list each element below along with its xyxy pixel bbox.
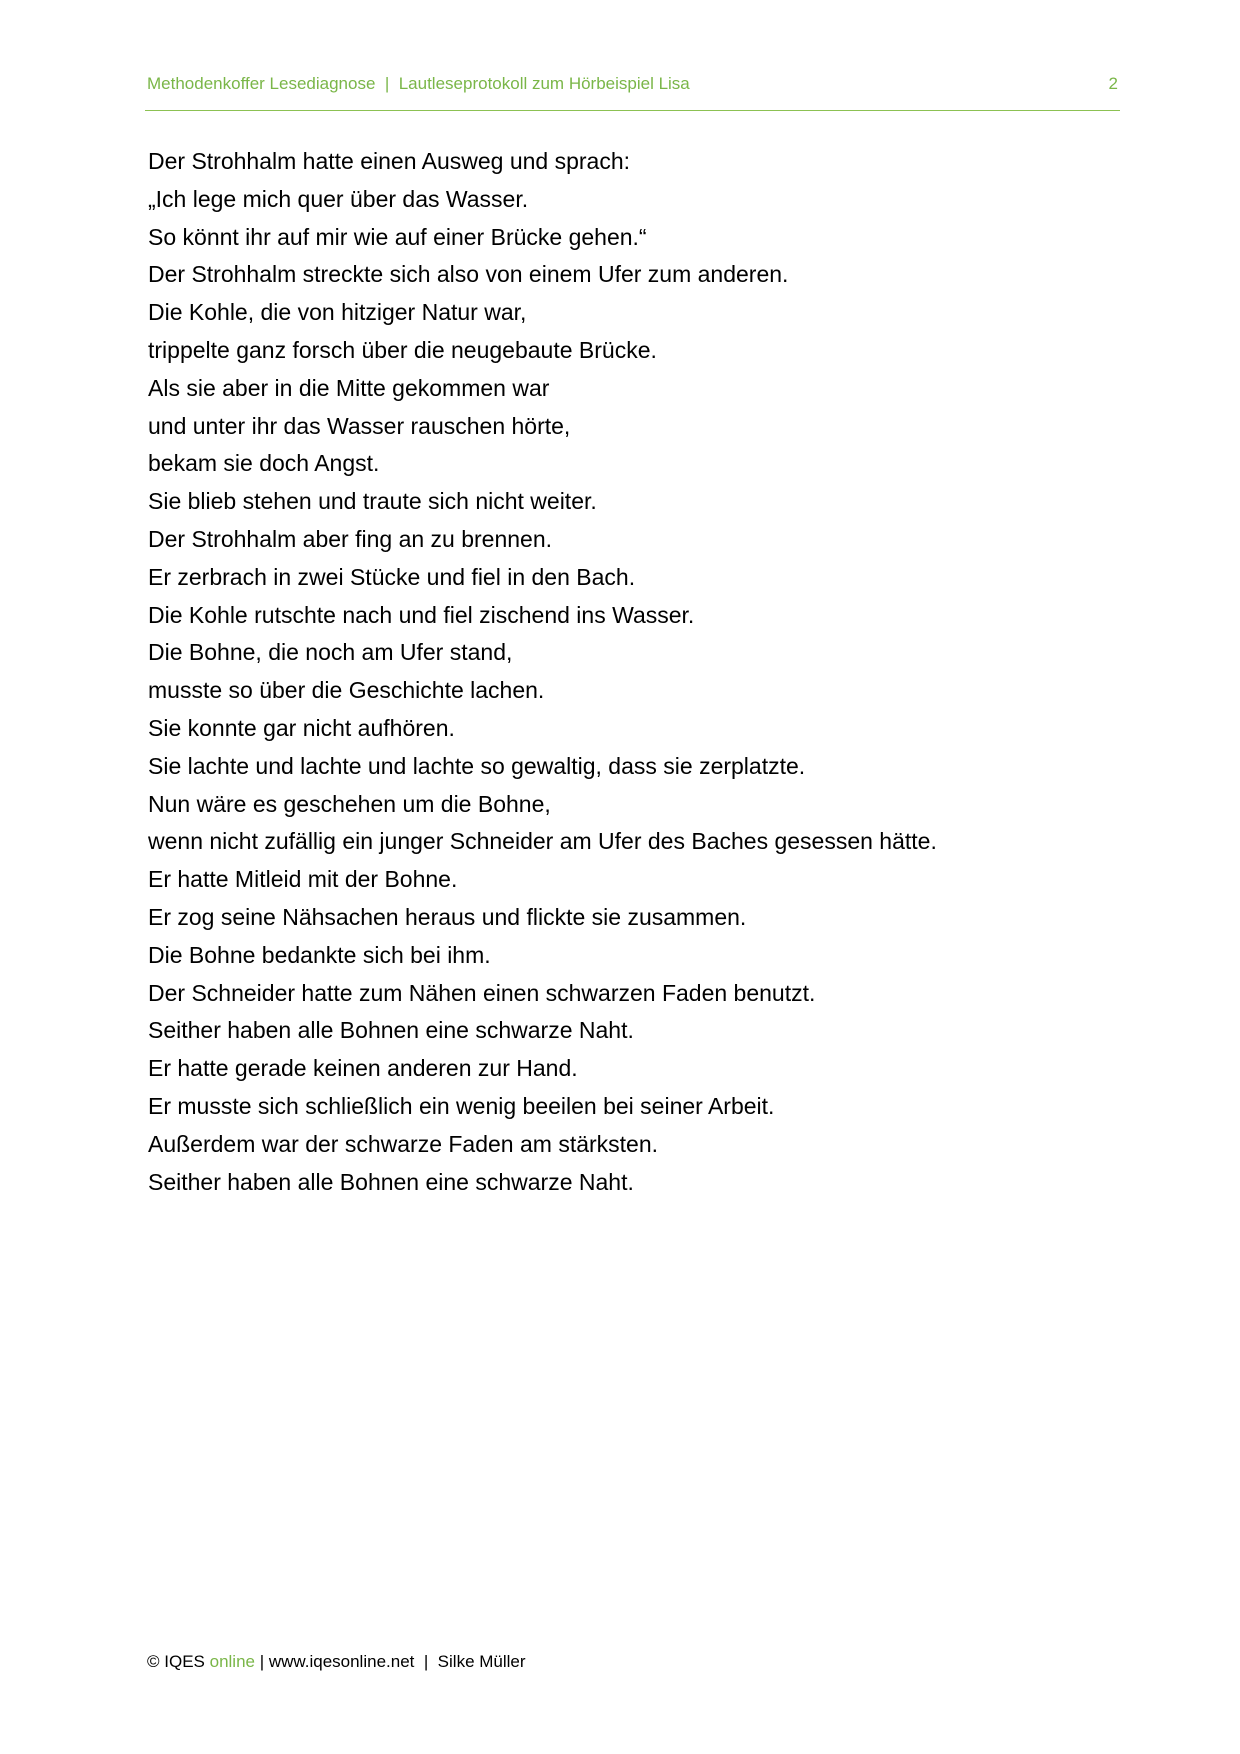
page-header: [145, 70, 1120, 111]
footer-website-author: | www.iqesonline.net | Silke Müller: [254, 1652, 526, 1671]
footer-copyright: © IQES: [147, 1652, 210, 1671]
text-line: und unter ihr das Wasser rauschen hörte,: [148, 412, 571, 439]
footer-brand-accent: online: [209, 1652, 255, 1671]
text-line: Die Bohne bedankte sich bei ihm.: [148, 941, 491, 968]
text-line: Seither haben alle Bohnen eine schwarze Naht.: [148, 1017, 634, 1044]
text-line: Die Bohne, die noch am Ufer stand,: [148, 639, 513, 666]
text-line: So könnt ihr auf mir wie auf einer Brücke gehen.“: [148, 223, 647, 250]
text-line: bekam sie doch Angst.: [148, 450, 380, 477]
text-line: Sie lachte und lachte und lachte so gewaltig, dass sie zerplatzte.: [148, 752, 806, 779]
page-footer: [147, 1652, 526, 1672]
text-line: Er musste sich schließlich ein wenig beeilen bei seiner Arbeit.: [148, 1092, 775, 1119]
text-line: Sie blieb stehen und traute sich nicht weiter.: [148, 488, 597, 515]
text-line: Der Strohhalm hatte einen Ausweg und sprach:: [148, 148, 631, 174]
text-line: Der Strohhalm streckte sich also von einem Ufer zum anderen.: [148, 261, 789, 288]
story-text: [148, 143, 1108, 1201]
text-line: trippelte ganz forsch über die neugebaute Brücke.: [148, 336, 657, 363]
text-line: Der Strohhalm aber fing an zu brennen.: [148, 525, 553, 552]
text-line: musste so über die Geschichte lachen.: [148, 677, 545, 704]
text-line: Die Kohle rutschte nach und fiel zischend ins Wasser.: [148, 601, 695, 628]
text-line: Als sie aber in die Mitte gekommen war: [148, 374, 550, 401]
text-line: Seither haben alle Bohnen eine schwarze Naht.: [148, 1168, 634, 1195]
text-line: Er hatte gerade keinen anderen zur Hand.: [148, 1055, 578, 1082]
text-line: Der Schneider hatte zum Nähen einen schwarzen Faden benutzt.: [148, 979, 816, 1006]
text-line: Die Kohle, die von hitziger Natur war,: [148, 299, 527, 326]
page-number: 2: [1108, 74, 1118, 93]
text-line: Er zog seine Nähsachen heraus und flickte sie zusammen.: [148, 903, 747, 930]
text-line: Sie konnte gar nicht aufhören.: [148, 714, 455, 741]
text-line: wenn nicht zufällig ein junger Schneider am Ufer des Baches gesessen hätte.: [148, 828, 937, 855]
text-line: Außerdem war der schwarze Faden am stärksten.: [148, 1130, 659, 1157]
text-line: Er zerbrach in zwei Stücke und fiel in den Bach.: [148, 563, 636, 590]
header-title: Methodenkoffer Lesediagnose | Lautleseprotokoll zum Hörbeispiel Lisa: [147, 74, 690, 93]
text-line: Nun wäre es geschehen um die Bohne,: [148, 790, 551, 817]
text-line: „Ich lege mich quer über das Wasser.: [148, 185, 529, 212]
text-line: Er hatte Mitleid mit der Bohne.: [148, 866, 458, 893]
